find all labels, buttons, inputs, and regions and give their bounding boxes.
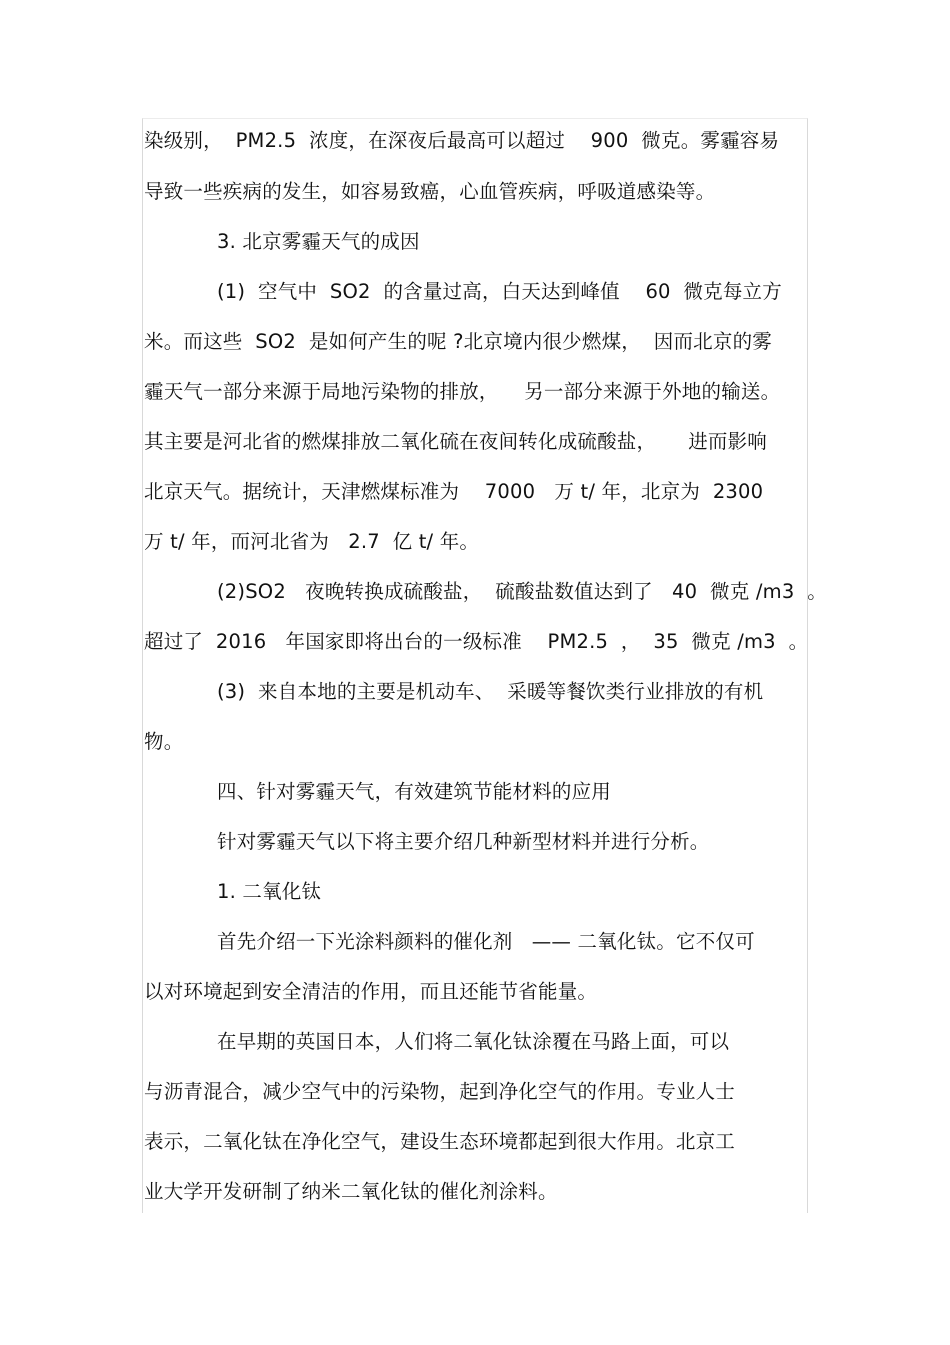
section-heading: 1. 二氧化钛 bbox=[217, 880, 322, 903]
section-heading: 3. 北京雾霾天气的成因 bbox=[217, 230, 420, 253]
paragraph-line: 霾天气一部分来源于局地污染物的排放， 另一部分来源于外地的输送。 bbox=[144, 380, 781, 403]
paragraph-line: 针对雾霾天气以下将主要介绍几种新型材料并进行分析。 bbox=[217, 830, 710, 853]
paragraph-line: (3) 来自本地的主要是机动车、 采暖等餐饮类行业排放的有机 bbox=[217, 680, 764, 703]
paragraph-line: 首先介绍一下光涂料颜料的催化剂 —— 二氧化钛。它不仅可 bbox=[217, 930, 755, 953]
paragraph-line: 业大学开发研制了纳米二氧化钛的催化剂涂料。 bbox=[144, 1180, 558, 1203]
paragraph-line: (1) 空气中 SO2 的含量过高，白天达到峰值 60 微克每立方 bbox=[217, 280, 782, 303]
paragraph-line: 米。而这些 SO2 是如何产生的呢 ?北京境内很少燃煤， 因而北京的雾 bbox=[144, 330, 772, 353]
paragraph-line: 物。 bbox=[144, 730, 184, 753]
paragraph-line: 万 t/ 年，而河北省为 2.7 亿 t/ 年。 bbox=[144, 530, 480, 553]
paragraph-line: 北京天气。据统计，天津燃煤标准为 7000 万 t/ 年，北京为 2300 bbox=[144, 480, 764, 503]
paragraph-line: 以对环境起到安全清洁的作用，而且还能节省能量。 bbox=[144, 980, 598, 1003]
paragraph-line: 与沥青混合，减少空气中的污染物，起到净化空气的作用。专业人士 bbox=[144, 1080, 736, 1103]
paragraph-line: 超过了 2016 年国家即将出台的一级标准 PM2.5 ， 35 微克 /m3 。 bbox=[144, 630, 809, 653]
paragraph-line: 其主要是河北省的燃煤排放二氧化硫在夜间转化成硫酸盐， 进而影响 bbox=[144, 430, 767, 453]
paragraph-line: (2)SO2 夜晚转换成硫酸盐， 硫酸盐数值达到了 40 微克 /m3 。 bbox=[217, 580, 827, 603]
section-heading: 四、针对雾霾天气，有效建筑节能材料的应用 bbox=[217, 780, 612, 803]
paragraph-line: 表示，二氧化钛在净化空气，建设生态环境都起到很大作用。北京工 bbox=[144, 1130, 736, 1153]
paragraph-line: 染级别， PM2.5 浓度，在深夜后最高可以超过 900 微克。雾霾容易 bbox=[144, 129, 780, 152]
paragraph-line: 导致一些疾病的发生，如容易致癌，心血管疾病，呼吸道感染等。 bbox=[144, 180, 716, 203]
paragraph-line: 在早期的英国日本，人们将二氧化钛涂覆在马路上面，可以 bbox=[217, 1030, 730, 1053]
